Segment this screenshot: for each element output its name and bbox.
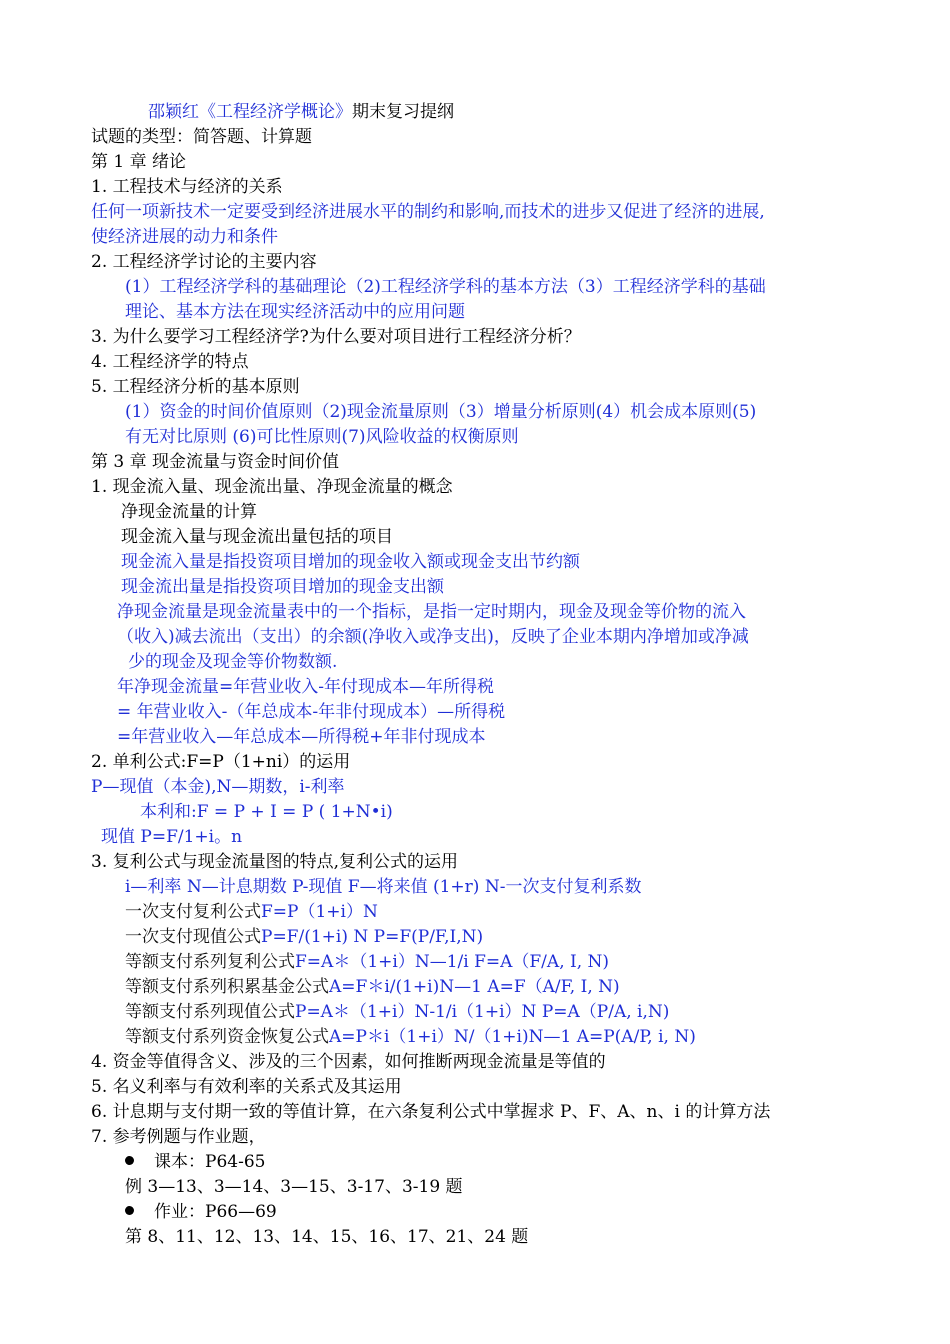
ch1-a2-line2: 理论、基本方法在现实经济活动中的应用问题: [125, 302, 465, 322]
formula-label: 一次支付复利公式: [125, 902, 261, 922]
ch3-a3-line3: [125, 925, 483, 949]
ch3-q2: 2. 单利公式:F=P（1+ni）的运用: [91, 752, 351, 772]
formula-label: 等额支付系列积累基金公式: [125, 977, 329, 997]
ch3-formula-2: = 年营业收入-（年总成本-年非付现成本）—所得税: [117, 702, 506, 722]
ch3-a1-net-line1: 净现金流量是现金流量表中的一个指标，是指一定时期内，现金及现金等价物的流入: [117, 602, 746, 622]
ch1-a5-line2: 有无对比原则 (6)可比性原则(7)风险收益的权衡原则: [125, 427, 519, 447]
bullet-dot-icon: [125, 1156, 134, 1165]
ch1-a2-line1: (1）工程经济学科的基础理论（2)工程经济学科的基本方法（3）工程经济学科的基础: [125, 277, 766, 297]
formula-value: A=P＊i（1+i）N/（1+i)N—1 A=P(A/P, i, N): [329, 1027, 696, 1047]
ch3-formula-3: =年营业收入—年总成本—所得税+年非付现成本: [117, 727, 486, 747]
ch3-a2-line2: 本利和:F = P + I = P ( 1+N•i): [140, 802, 393, 822]
exam-types: 试题的类型：简答题、计算题: [91, 127, 312, 147]
bullet-label: 作业：P66—69: [154, 1202, 277, 1222]
ch3-a3-line4: [125, 950, 609, 974]
ch1-q1: 1. 工程技术与经济的关系: [91, 177, 283, 197]
ch3-a3-line7: [125, 1025, 696, 1049]
ch3-q6: 6. 计息期与支付期一致的等值计算，在六条复利公式中掌握求 P、F、A、n、i 的计算方法: [91, 1102, 771, 1122]
bullet-textbook: [125, 1150, 265, 1174]
ch3-a1-net-line3: 少的现金及现金等价物数额.: [128, 652, 338, 672]
ch3-a3-line5: [125, 975, 620, 999]
bullet-textbook-detail: 例 3—13、3—14、3—15、3-17、3-19 题: [125, 1177, 463, 1197]
ch1-a5-line1: (1）资金的时间价值原则（2)现金流量原则（3）增量分析原则(4）机会成本原则(5): [125, 402, 757, 422]
ch3-q3: 3. 复利公式与现金流量图的特点,复利公式的运用: [91, 852, 459, 872]
formula-value: F=A＊（1+i）N—1/i F=A（F/A, I, N): [295, 952, 610, 972]
bullet-dot-icon: [125, 1206, 134, 1215]
formula-label: 一次支付现值公式: [125, 927, 261, 947]
ch1-a1-line1: 任何一项新技术一定要受到经济进展水平的制约和影响,而技术的进步又促进了经济的进展,: [91, 202, 765, 222]
ch3-q1-sub2: 现金流入量与现金流出量包括的项目: [121, 527, 393, 547]
ch1-q5: 5. 工程经济分析的基本原则: [91, 377, 300, 397]
formula-value: P=A＊（1+i）N-1/i（1+i）N P=A（P/A, i,N): [295, 1002, 670, 1022]
bullet-homework-detail: 第 8、11、12、13、14、15、16、17、21、24 题: [125, 1227, 529, 1247]
ch1-q3: 3. 为什么要学习工程经济学?为什么要对项目进行工程经济分析？: [91, 327, 581, 347]
title-blue-part: 概论》: [301, 102, 352, 122]
chapter-3-heading: 第 3 章 现金流量与资金时间价值: [91, 452, 340, 472]
formula-label: 等额支付系列复利公式: [125, 952, 295, 972]
ch3-q1: 1. 现金流入量、现金流出量、净现金流量的概念: [91, 477, 453, 497]
ch3-a3-line1: i—利率 N—计息期数 P-现值 F—将来值 (1+r) N-一次支付复利系数: [125, 877, 642, 897]
bullet-homework: [125, 1200, 277, 1224]
ch3-a1-outflow: 现金流出量是指投资项目增加的现金支出额: [121, 577, 444, 597]
ch1-q2: 2. 工程经济学讨论的主要内容: [91, 252, 317, 272]
ch3-a2-line3: 现值 P=F/1+i。n: [101, 827, 243, 847]
ch3-a1-net-line2: （收入)减去流出（支出）的余额(净收入或净支出)，反映了企业本期内净增加或净减: [117, 627, 749, 647]
title-suffix: 期末复习提纲: [352, 102, 454, 122]
formula-value: P=F/(1+i) N P=F(P/F,I,N): [261, 927, 484, 947]
formula-value: A=F＊i/(1+i)N—1 A=F（A/F, I, N): [329, 977, 620, 997]
ch3-formula-1: 年净现金流量=年营业收入-年付现成本—年所得税: [117, 677, 494, 697]
document-title: [148, 100, 454, 124]
ch3-a3-line6: [125, 1000, 669, 1024]
title-author: 邵颖红《工程经济学: [148, 102, 301, 122]
ch1-a1-line2: 使经济进展的动力和条件: [91, 227, 278, 247]
formula-value: F=P（1+i）N: [261, 902, 378, 922]
ch1-q4: 4. 工程经济学的特点: [91, 352, 249, 372]
ch3-a3-line2: [125, 900, 378, 924]
ch3-q4: 4. 资金等值得含义、涉及的三个因素，如何推断两现金流量是等值的: [91, 1052, 606, 1072]
ch3-q5: 5. 名义利率与有效利率的关系式及其运用: [91, 1077, 402, 1097]
ch3-q1-sub1: 净现金流量的计算: [121, 502, 257, 522]
ch3-a1-inflow: 现金流入量是指投资项目增加的现金收入额或现金支出节约额: [121, 552, 580, 572]
ch3-q7: 7. 参考例题与作业题，: [91, 1127, 266, 1147]
formula-label: 等额支付系列资金恢复公式: [125, 1027, 329, 1047]
bullet-label: 课本：P64-65: [154, 1152, 266, 1172]
formula-label: 等额支付系列现值公式: [125, 1002, 295, 1022]
chapter-1-heading: 第 1 章 绪论: [91, 152, 187, 172]
ch3-a2-line1: P—现值（本金),N—期数，i-利率: [91, 777, 345, 797]
